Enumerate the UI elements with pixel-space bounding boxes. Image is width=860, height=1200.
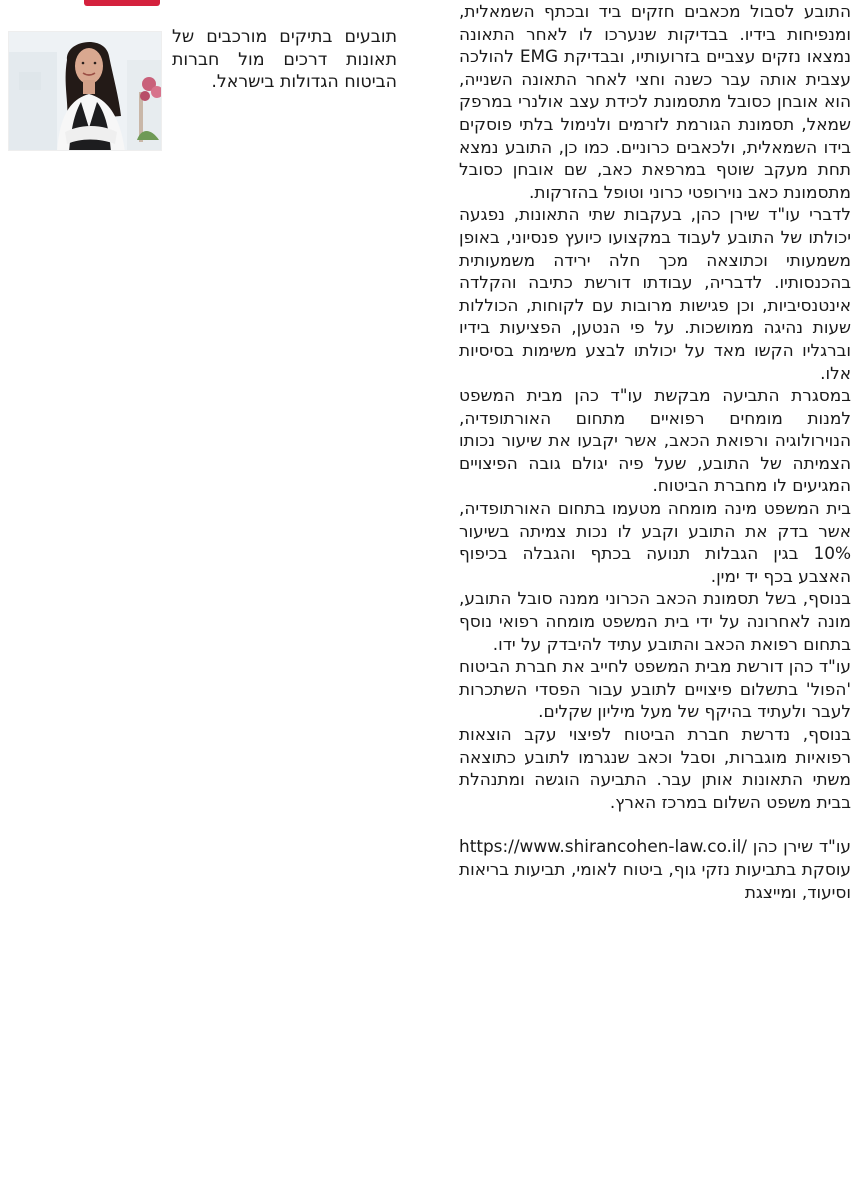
paragraph-spacer [459, 813, 851, 835]
article-paragraph: התובע לסבול מכאבים חזקים ביד ובכתף השמאלית, ומנפיחות בידיו. בבדיקות שנערכו לו לאחר התאונה נמצאו נזקים עצביים בזרועותיו, ובבדיקת EMG להולכה עצבית אותה עבר כשנה וחצי לאחר התאונה השנייה, הוא אובחן כסובל מתסמונת לכידת עצב אולנרי במרפק שמאל, תסמונת הגורמת לזרמים ולנימול בלתי פוסקים בידו השמאלית, ולכאבים כרוניים. כמו כן, התובע נמצא תחת מעקב שוטף במרפאת כאב, שם אובחן כסובל מתסמונת כאב נוירופטי כרוני וטופל בהזרקות. [459, 1, 851, 202]
accent-bar [84, 0, 160, 6]
article-paragraph: עו"ד כהן דורשת מבית המשפט לחייב את חברת הביטוח 'הפול' בתשלום פיצויים לתובע עבור הפסדי השתכרות לעבר ולעתיד בהיקף של מעל מיליון שקלים. [459, 656, 851, 722]
article-paragraph: במסגרת התביעה מבקשת עו"ד כהן מבית המשפט למנות מומחים רפואיים מתחום האורתופדיה, הנוירולוגיה ורפואת הכאב, אשר יקבעו את שיעור נכותו הצמיתה של התובע, שעל פיה יגולם גובה הפיצויים המגיעים לו מחברת הביטוח. [459, 385, 851, 496]
article-paragraph: בנוסף, בשל תסמונת הכאב הכרוני ממנה סובל התובע, מונה לאחרונה על ידי בית המשפט מומחה רפואי נוסף בתחום רפואת הכאב והתובע עתיד להיבדק על ידו. [459, 588, 851, 654]
article-body [459, 0, 851, 903]
author-description: עוסקת בתביעות נזקי גוף, ביטוח לאומי, תביעות בריאות וסיעוד, ומייצגת [459, 858, 851, 902]
author-name: עו"ד שירן כהן [752, 836, 851, 857]
sidebar-text: תובעים בתיקים מורכבים של תאונות דרכים מול חברות הביטוח הגדולות בישראל. [172, 27, 397, 93]
author-website-link[interactable]: https://www.shirancohen-law.co.il/ [459, 836, 747, 857]
article-paragraph: לדברי עו"ד שירן כהן, בעקבות שתי התאונות, נפגעה יכולתו של התובע לעבוד במקצועו כיועץ פנסיוני, באופן משמעותי וכתוצאה מכך חלה ירידה משמעותית בהכנסותיו. לדבריה, עבודתו דורשת כתיבה והקלדה אינטנסיביות, וכן פגישות מרובות עם לקוחות, הכוללות שעות נהיגה ממושכות. על פי הנטען, הפציעות בידיו וברגליו הקשו מאד על יכולתו לבצע משימות בסיסיות אלו. [459, 204, 851, 383]
author-photo [8, 31, 162, 151]
sidebar-text-block [172, 26, 397, 94]
article-paragraph: בנוסף, נדרשת חברת הביטוח לפיצוי עקב הוצאות רפואיות מוגברות, וסבל וכאב שנגרמו לתובע כתוצאה משתי התאונות אותן עבר. התביעה הוגשה ומתנהלת בבית משפט השלום במרכז הארץ. [459, 724, 851, 812]
article-paragraph: בית המשפט מינה מומחה מטעמו בתחום האורתופדיה, אשר בדק את התובע וקבע לו נכות צמיתה בשיעור 10% בגין הגבלות תנועה בכתף והגבלה בכיפוף האצבע בכף יד ימין. [459, 498, 851, 586]
author-footer [459, 835, 851, 903]
